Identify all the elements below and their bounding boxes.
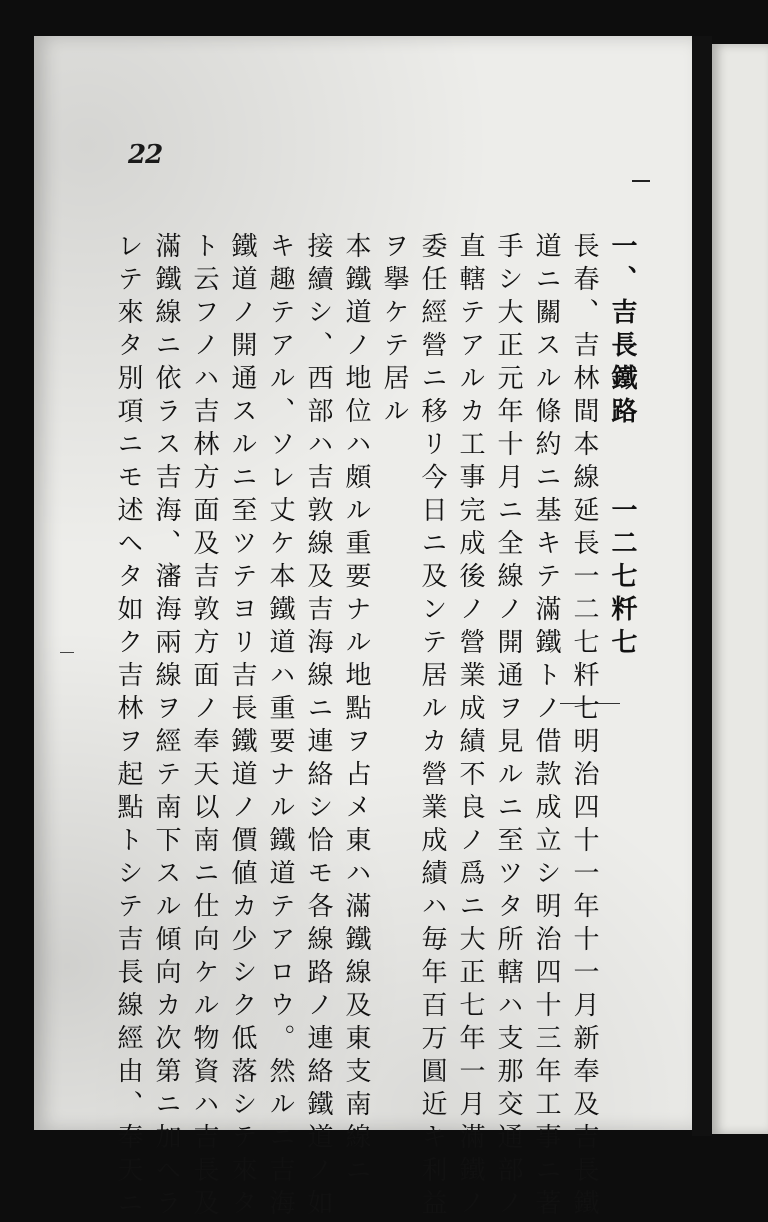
text-column: ト云フノハ吉林方面及吉敦方面ノ奉天以南ニ仕向ケル物資ハ吉長及 [189,232,219,1222]
margin-mark [60,652,74,653]
header-dash [632,180,650,182]
book-gutter [692,36,712,1136]
text-column: 委任經營ニ移リ今日ニ及ンテ居ルカ營業成績ハ毎年百万圓近キ利益 [417,232,447,1222]
text-column: 鐵道ノ開通スルニ至ツテヨリ吉長鐵道ノ價値カ少シク低落シテ來タ [227,232,257,1222]
text-column: レテ來タ別項ニモ述ヘタ如ク吉林ヲ起點トシテ吉長線經由、奉天ニ [113,232,143,1222]
adjacent-page-edge [712,44,768,1134]
text-column: キ趣テアル、ソレ丈ケ本鐵道ハ重要ナル鐵道テアロウ。然ルニ吉海 [265,232,295,1222]
section-heading: 一、吉長鐵路 一二七粁七 [607,232,637,661]
text-column: ヲ擧ケテ居ル [379,232,409,430]
text-column: 本鐵道ノ地位ハ頗ル重要ナル地點ヲ占メ東ハ滿鐵線及東支南線ニ [341,232,371,1189]
text-column: 滿鐵線ニ依ラス吉海、瀋海兩線ヲ經テ南下スル傾向カ次第ニ加ヘラ [151,232,181,1222]
text-column: 直轄テアルカ工事完成後ノ營業成績不良ノ爲ニ大正七年一月滿鐵ノ [455,232,485,1222]
text-column: 道ニ關スル條約ニ基キテ滿鐵トノ借款成立シ明治四十三年工事ニ著 [531,232,561,1222]
page-number: 22 [128,140,163,170]
text-column: 長春、吉林間本線延長一二七粁七明治四十一年十一月新奉及吉長鐵 [569,232,599,1222]
text-column: 手シ大正元年十月ニ全線ノ開通ヲ見ルニ至ツタ所轄ハ支那交通部ノ [493,232,523,1222]
text-column: 接續シ、西部ハ吉敦線及吉海線ニ連絡シ恰モ各線路ノ連絡鐵道ノ如 [303,232,333,1222]
